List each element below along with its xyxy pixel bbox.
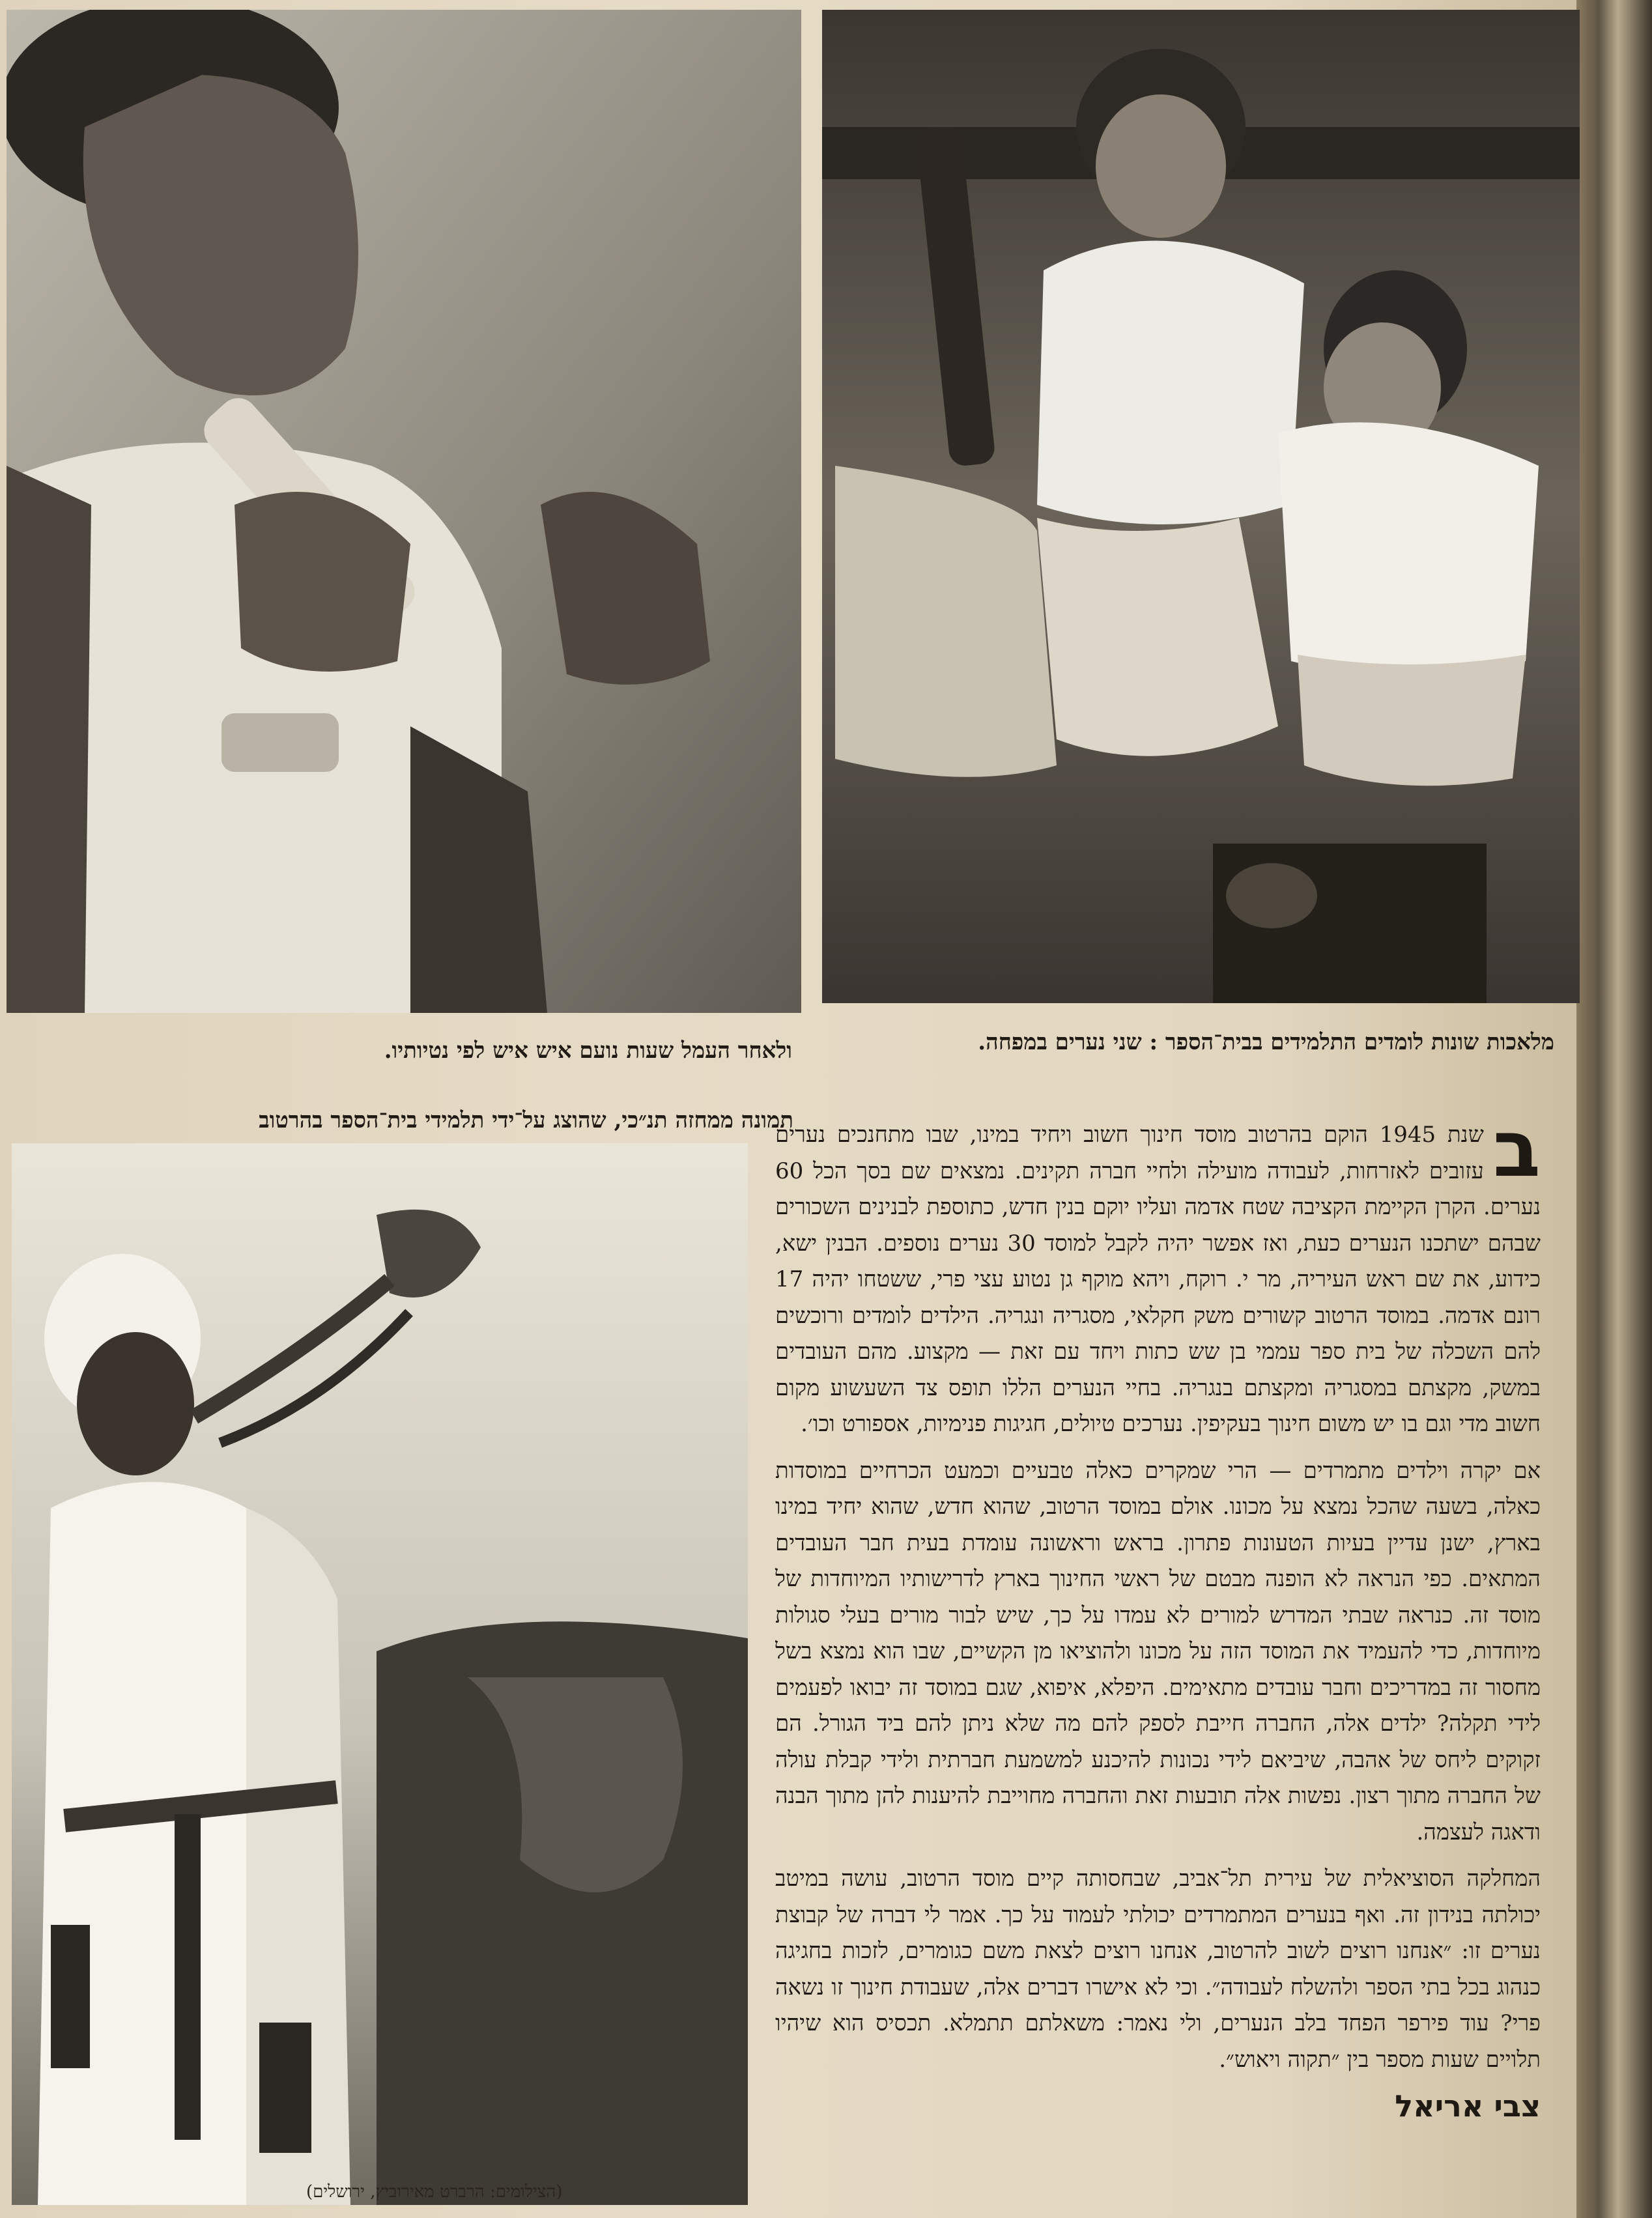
article-paragraph-2: אם יקרה וילדים מתמרדים — הרי שמקרים כאלה טבעיים וכמעט הכרחיים במוסדות כאלה, בשעה שהכל נמצא על מכונו. אולם במוסד הרטוב, שהוא חדש, שהוא יחיד במינו בארץ, ישנן עדיין בעיות הטעונות פתרון. בראש וראשונה עומדת בעית חבר העובדים המתאים. כפי הנראה לא הופנה מבטם של ראשי החינוך בארץ לדרישותיו המיוחדות של מוסד זה. כנראה שבתי המדרש למורים לא עמדו על כך, שיש לבור מורים בעלי סגולות מיוחדות, כדי להעמיד את המוסד הזה על מכונו ולהוציאו מן הקשיים, שבו הוא נמצא בשל מחסור זה במדריכים וחבר עובדים מתאימים. היפלא, איפוא, שגם במוסד זה יבואו לפעמים לידי תקלה? ילדים אלה, החברה חייבת לספק להם מה שלא ניתן להם ביד הגורל. הם זקוקים ליחס של אהבה, שיביאם לידי נכונות להיכנע למשמעת חברתית ולידי קבלת עולה של החברה מתוך רצון. נפשות אלה תובעות זאת והחברה מחוייבת להיענות להן מתוך הבנה ודאגה לעצמה. bbox=[775, 1457, 1541, 1845]
trumpet-player-photo bbox=[12, 1143, 748, 2205]
page-binding-edge bbox=[1576, 0, 1652, 2218]
caption-left-middle: תמונה ממחזה תנ״כי, שהוצג על־ידי תלמידי בית־הספר בהרטוב bbox=[259, 1107, 793, 1133]
caption-right-top: מלאכות שונות לומדים התלמידים בבית־הספר : שני נערים במפחה. bbox=[978, 1029, 1554, 1055]
article-paragraph-3: המחלקה הסוציאלית של עירית תל־אביב, שבחסותה קיים מוסד הרטוב, עושה במיטב יכולתה בנידון זה. ואף בנערים המתמרדים יכולתי לעמוד על כך. אמר לי דברה של קבוצת נערים זו: ״אנחנו רוצים לשוב להרטוב, אנחנו רוצים לצאת משם כגומרים, לזכות בחגיגה כנהוג בכל בתי הספר ולהשלח לעבודה״. וכי לא אישרו דברים אלה, שעבודת חינוך זו נשאה פרי? עוד פירפר הפחד בלב הנערים, ולי נאמר: משאלתם תתמלא. תכסיס הוא שיהיו תלויים שעות מספר בין ״תקוה ויאוש״. bbox=[775, 1866, 1541, 2073]
photo-credit: (הצילומים: הרברט מאירוביץ, ירושלים) bbox=[306, 2182, 563, 2202]
flute-player-photo bbox=[7, 10, 801, 1013]
article-paragraph-1: שנת 1945 הוקם בהרטוב מוסד חינוך חשוב ויחיד במינו, שבו מתחנכים נערים עזובים לאזרחות, לעבודה מועילה ולחיי חברה תקינים. נמצאים שם בסך הכל 60 נערים. הקרן הקיימת הקציבה שטח אדמה ועליו יוקם בנין חדש, כתוספת לבנינים השכורים שבהם ישתכנו הנערים כעת, ואז אפשר יהיה לקבל למוסד 30 נערים נוספים. הבנין ישא, כידוע, את שם ראש העיריה, מר י. רוקח, ויהא מוקף גן נטוע עצי פרי, ששטחו יהיה 17 רונם אדמה. במוסד הרטוב קשורים משק חקלאי, מסגריה ונגריה. הילדים לומדים ורוכשים להם השכלה של בית ספר עממי בן שש כתות ויחד עם זאת — מקצוע. מהם העובדים במשק, מקצתם במסגריה ומקצתם בנגריה. בחיי הנערים הללו תופס צד השעשוע מקום חשוב מדי וגם בו יש משום חינוך בעקיפין. נערכים טיולים, חגיגות פנימיות, אספורט וכו׳. bbox=[775, 1122, 1541, 1437]
article-body bbox=[775, 1104, 1541, 2192]
caption-left-top: ולאחר העמל שעות נועם איש איש לפי נטיותיו. bbox=[384, 1038, 792, 1064]
workshop-photo bbox=[822, 10, 1580, 1003]
author-byline: צבי אריאל bbox=[1395, 2088, 1541, 2124]
drop-cap: ב bbox=[1492, 1104, 1541, 1195]
